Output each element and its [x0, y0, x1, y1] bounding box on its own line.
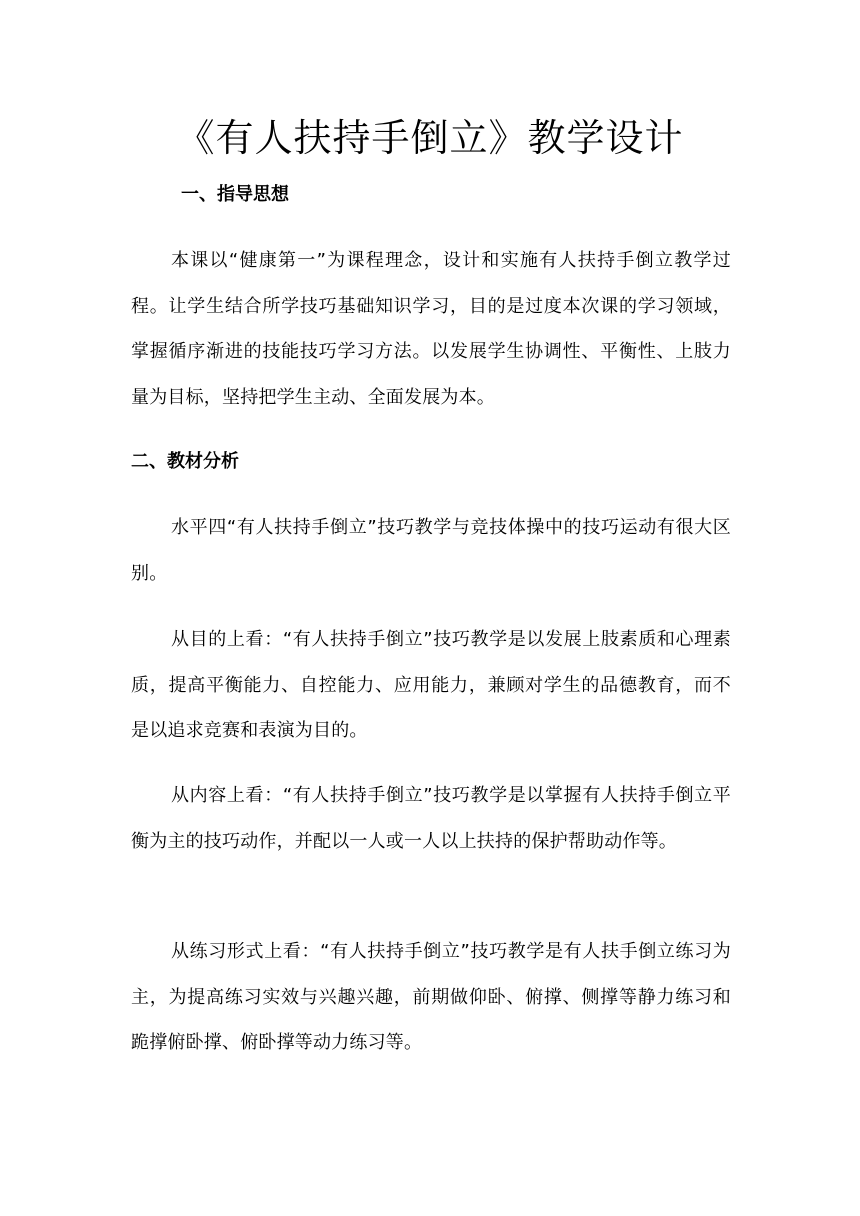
section-heading-guiding-ideology: 一、指导思想	[181, 184, 289, 205]
section-heading-material-analysis: 二、教材分析	[131, 451, 239, 472]
paragraph-guiding-ideology: 本课以“健康第一”为课程理念，设计和实施有人扶持手倒立教学过程。让学生结合所学技巧基础知识学习，目的是过度本次课的学习领域，掌握循序渐进的技能技巧学习方法。以发展学生协调性、平衡性、上肢力量为目标，坚持把学生主动、全面发展为本。	[131, 250, 731, 408]
document-title: 《有人扶持手倒立》教学设计	[176, 116, 684, 160]
paragraph-purpose: 从目的上看：“有人扶持手倒立”技巧教学是以发展上肢素质和心理素质，提高平衡能力、自控能力、应用能力，兼顾对学生的品德教育，而不是以追求竞赛和表演为目的。	[131, 629, 731, 741]
paragraph-content: 从内容上看：“有人扶持手倒立”技巧教学是以掌握有人扶持手倒立平衡为主的技巧动作，并配以一人或一人以上扶持的保护帮助动作等。	[131, 785, 731, 852]
paragraph-practice-form: 从练习形式上看：“有人扶持手倒立”技巧教学是有人扶手倒立练习为主，为提高练习实效与兴趣兴趣，前期做仰卧、俯撑、侧撑等静力练习和跪撑俯卧撑、俯卧撑等动力练习等。	[131, 941, 731, 1053]
paragraph-level-four: 水平四“有人扶持手倒立”技巧教学与竞技体操中的技巧运动有很大区别。	[131, 517, 731, 584]
